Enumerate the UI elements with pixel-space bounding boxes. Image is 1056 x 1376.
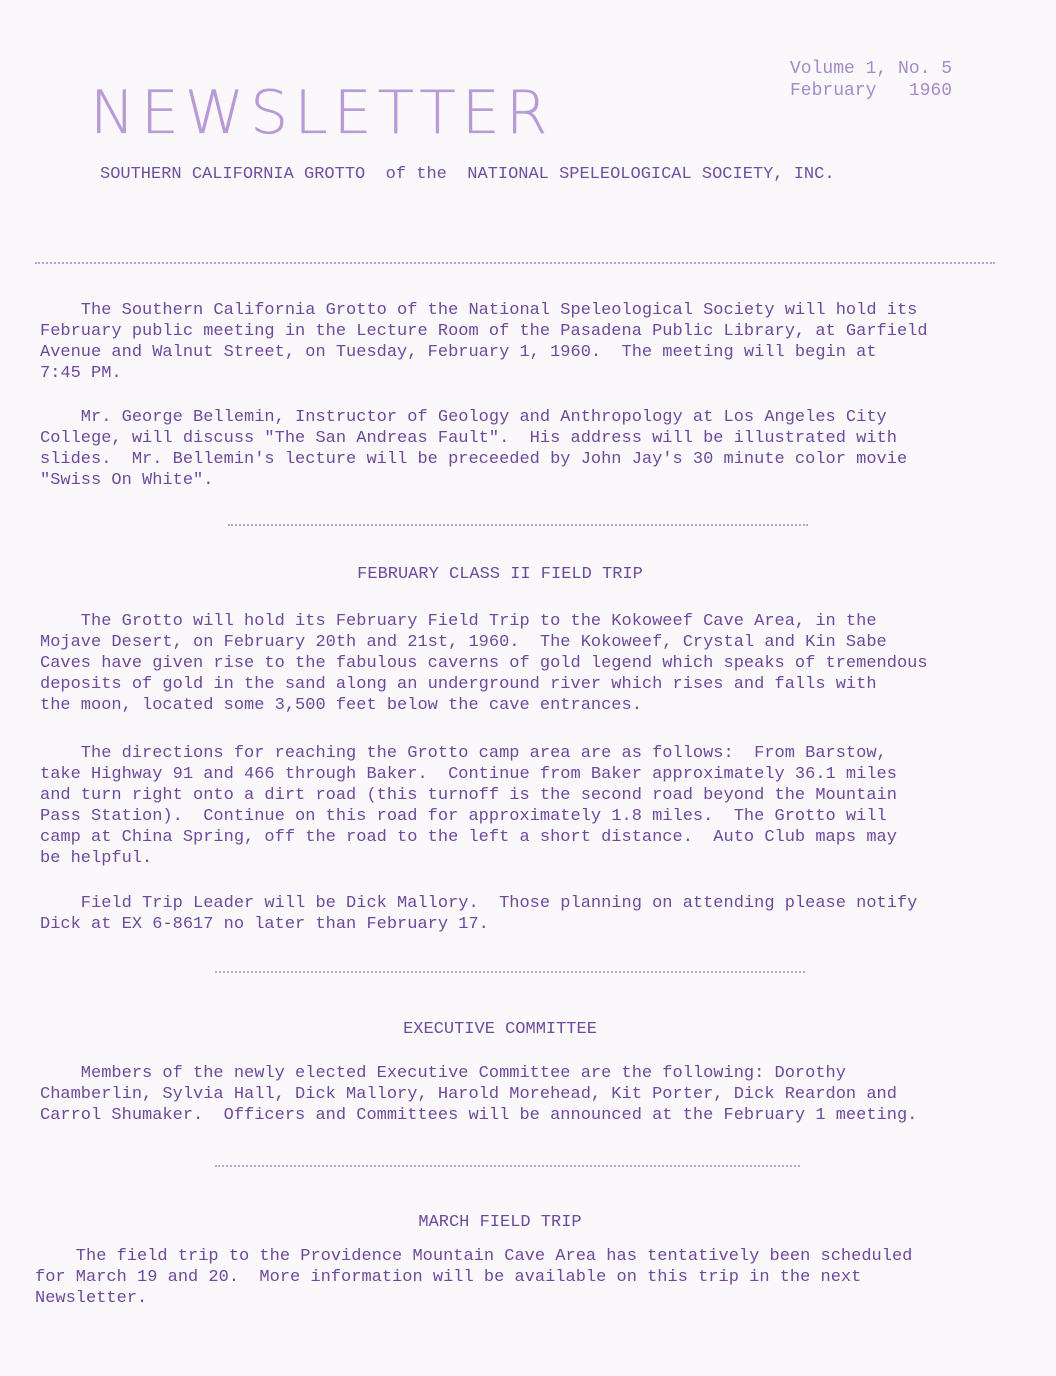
field-trip-heading: FEBRUARY CLASS II FIELD TRIP bbox=[357, 565, 643, 584]
organization-line: SOUTHERN CALIFORNIA GROTTO of the NATIONAL SPELEOLOGICAL SOCIETY, INC. bbox=[100, 165, 835, 184]
divider-meeting bbox=[228, 524, 808, 526]
field-trip-directions: The directions for reaching the Grotto camp area are as follows: From Barstow, take Highway 91 and 466 through Baker. Continue from Baker approximately 36.1 miles and turn right onto a dirt road (this turnoff is the second road beyond the Mountain Pass Station). Continue on this road for approximately 1.8 miles. The Grotto will camp at China Spring, off the road to the left a short distance. Auto Club maps may be helpful. bbox=[40, 744, 897, 868]
executive-heading: EXECUTIVE COMMITTEE bbox=[403, 1020, 597, 1039]
divider-field-trip bbox=[215, 971, 805, 973]
march-trip-paragraph: The field trip to the Providence Mountain Cave Area has tentatively been scheduled for March 19 and 20. More information will be available on this trip in the next Newsletter. bbox=[35, 1247, 913, 1308]
issue-date: February 1960 bbox=[790, 81, 953, 101]
meeting-paragraph-1: The Southern California Grotto of the National Speleological Society will hold its February public meeting in the Lecture Room of the Pasadena Public Library, at Garfield Avenue and Walnut Street, on Tuesday, February 1, 1960. The meeting will begin at 7:45 PM. bbox=[40, 301, 928, 383]
volume-issue bbox=[790, 58, 952, 102]
field-trip-leader: Field Trip Leader will be Dick Mallory. Those planning on attending please notify Dick at EX 6-8617 no later than February 17. bbox=[40, 894, 918, 934]
executive-paragraph: Members of the newly elected Executive Committee are the following: Dorothy Chamberlin, Sylvia Hall, Dick Mallory, Harold Morehead, Kit Porter, Dick Reardon and Carrol Shumaker. Officers and Committees will be announced at the February 1 meeting. bbox=[40, 1064, 918, 1125]
volume-number: Volume 1, No. 5 bbox=[790, 59, 953, 79]
masthead-title: NEWSLETTER bbox=[90, 78, 554, 148]
divider-executive bbox=[215, 1165, 800, 1167]
field-trip-paragraph-1: The Grotto will hold its February Field Trip to the Kokoweef Cave Area, in the Mojave Desert, on February 20th and 21st, 1960. The Kokoweef, Crystal and Kin Sabe Caves have given rise to the fabulous caverns of gold legend which speaks of tremendous deposits of gold in the sand along an underground river which rises and falls with the moon, located some 3,500 feet below the cave entrances. bbox=[40, 612, 928, 715]
meeting-paragraph-2: Mr. George Bellemin, Instructor of Geology and Anthropology at Los Angeles City College, will discuss "The San Andreas Fault". His address will be illustrated with slides. Mr. Bellemin's lecture will be preceeded by John Jay's 30 minute color movie "Swiss On White". bbox=[40, 408, 908, 490]
march-trip-heading: MARCH FIELD TRIP bbox=[418, 1213, 582, 1232]
divider-top bbox=[35, 262, 995, 264]
